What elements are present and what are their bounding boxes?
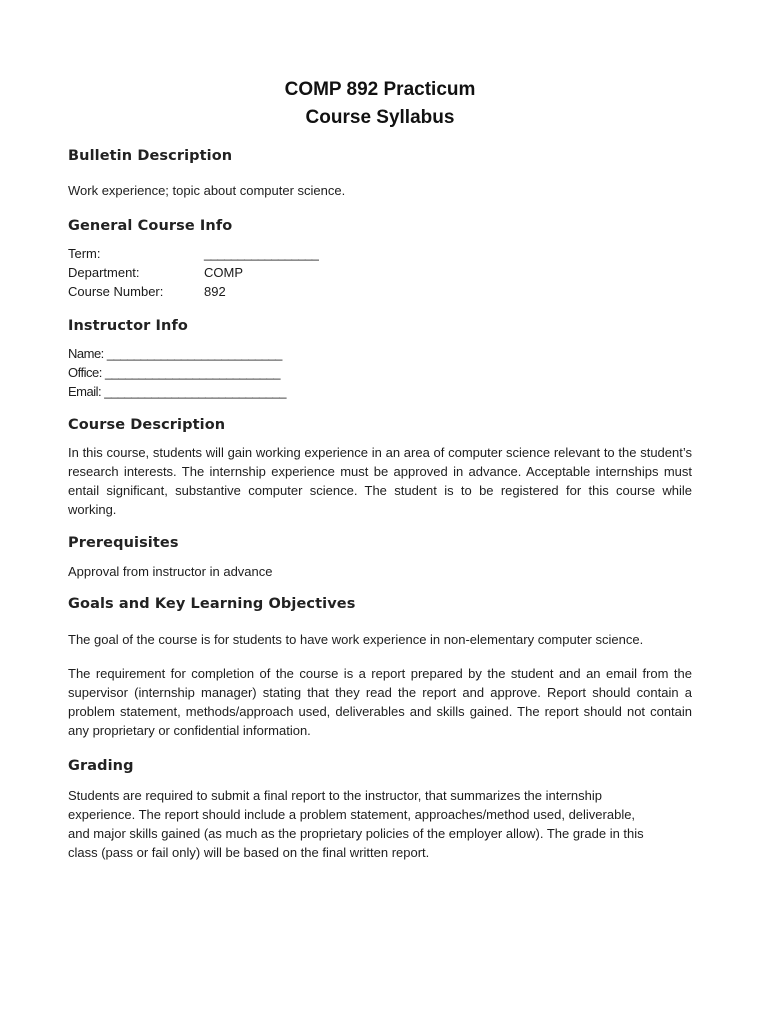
document-title — [68, 76, 692, 132]
course-description-text: In this course, students will gain working experience in an area of computer science relevant to the student’s research interests. The internship experience must be approved in advance. Acceptable internships must entail significant, substantive computer science. The student is to be registered for this course while working. — [68, 445, 692, 517]
info-row-department — [68, 263, 318, 282]
goals-heading: Goals and Key Learning Objectives — [68, 596, 356, 612]
grading-line: experience. The report should include a problem statement, approaches/method used, deliverable, — [68, 807, 636, 822]
prerequisites-text: Approval from instructor in advance — [68, 564, 273, 579]
grading-heading: Grading — [68, 758, 134, 774]
info-value: _________________ — [204, 246, 319, 261]
instructor-info-block — [68, 344, 692, 401]
instructor-office-line: Office: __________________________ — [68, 365, 280, 380]
info-row-term — [68, 244, 318, 263]
instructor-email-line: Email: ___________________________ — [68, 384, 286, 399]
title-line-1: COMP 892 Practicum — [284, 79, 476, 100]
goals-paragraph-1: The goal of the course is for students to have work experience in non-elementary computer science. — [68, 632, 644, 647]
course-description-heading: Course Description — [68, 417, 226, 433]
info-label: Term: — [68, 246, 101, 261]
prerequisites-heading: Prerequisites — [68, 535, 179, 551]
goals-paragraph-2: The requirement for completion of the course is a report prepared by the student and an email from the supervisor (internship manager) stating that they read the report and approve. Report should contain a problem statement, methods/approach used, deliverables and skills gained. The report should not contain any proprietary or confidential information. — [68, 666, 692, 738]
bulletin-text: Work experience; topic about computer science. — [68, 183, 346, 198]
grading-line: class (pass or fail only) will be based on the final written report. — [68, 845, 430, 860]
title-line-2: Course Syllabus — [305, 107, 455, 128]
general-info-table — [68, 244, 318, 301]
info-row-course-number — [68, 282, 318, 301]
general-info-heading: General Course Info — [68, 218, 233, 234]
instructor-name-line: Name: __________________________ — [68, 346, 282, 361]
grading-line: Students are required to submit a final report to the instructor, that summarizes the internship — [68, 788, 602, 803]
instructor-info-heading: Instructor Info — [68, 318, 188, 334]
syllabus-page — [68, 76, 692, 862]
bulletin-heading: Bulletin Description — [68, 148, 233, 164]
info-value: 892 — [204, 284, 226, 299]
grading-line: and major skills gained (as much as the proprietary policies of the employer allow). The grade in this — [68, 826, 644, 841]
info-label: Department: — [68, 265, 140, 280]
info-label: Course Number: — [68, 284, 164, 299]
info-value: COMP — [204, 265, 243, 280]
grading-text — [68, 786, 692, 862]
